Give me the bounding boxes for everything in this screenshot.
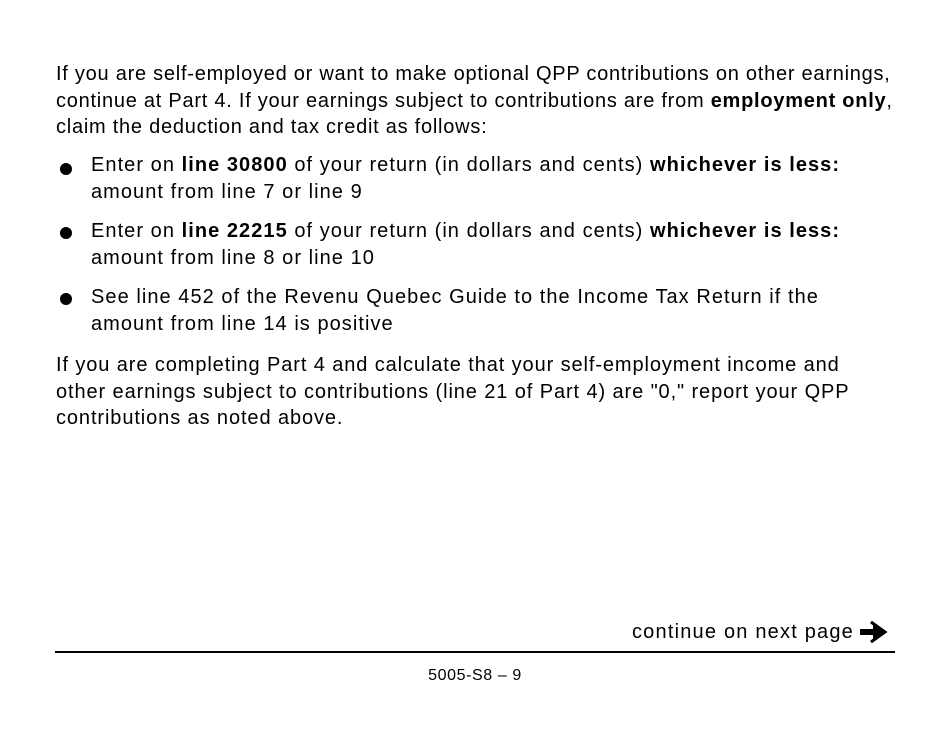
intro-bold-employment-only: employment only — [710, 89, 887, 112]
intro-paragraph — [56, 61, 896, 141]
bullet-2-text-1: Enter on — [91, 220, 182, 242]
instruction-list — [56, 152, 886, 350]
bullet-2-line-number: line 22215 — [181, 220, 288, 242]
outro-paragraph: If you are completing Part 4 and calculate that your self-employment income and other earnings subject to contributions (line 21 of Part 4) are "0," report your QPP contributions as noted above. — [56, 354, 850, 429]
bullet-1-text-1: Enter on — [91, 154, 182, 176]
intro-text-1: If you are self-employed or want to make optional QPP contributions on other earnings, continue at Part 4. If your earnings subject to contributions are from — [56, 63, 891, 112]
bullet-2-text-3: amount from line 8 or line 10 — [91, 246, 375, 269]
bullet-1-line-number: line 30800 — [181, 154, 288, 176]
right-arrow-icon — [858, 620, 888, 644]
bullet-3-text-1: See line 452 of the Revenu Quebec Guide to the Income Tax Return if the amount from line 14 is positive — [91, 286, 819, 335]
bullet-icon — [60, 163, 72, 175]
bullet-icon — [60, 227, 72, 239]
page-footer-id: 5005-S8 – 9 — [428, 667, 522, 684]
continue-label: continue on next page — [631, 620, 854, 643]
list-item — [56, 218, 886, 271]
bullet-1-text-3: amount from line 7 or line 9 — [91, 180, 363, 203]
continue-notice — [632, 620, 888, 644]
bullet-2-whichever-is-less: whichever is less: — [649, 220, 841, 242]
bullet-2-text-2: of your return (in dollars and cents) — [287, 220, 650, 242]
bullet-1-whichever-is-less: whichever is less: — [649, 154, 841, 176]
footer-divider — [55, 651, 895, 653]
bullet-1-text-2: of your return (in dollars and cents) — [287, 154, 650, 176]
list-item — [56, 152, 886, 205]
intro-text-2: , claim the deduction and tax credit as follows: — [56, 89, 893, 138]
bullet-icon — [60, 293, 72, 305]
list-item — [56, 284, 886, 337]
